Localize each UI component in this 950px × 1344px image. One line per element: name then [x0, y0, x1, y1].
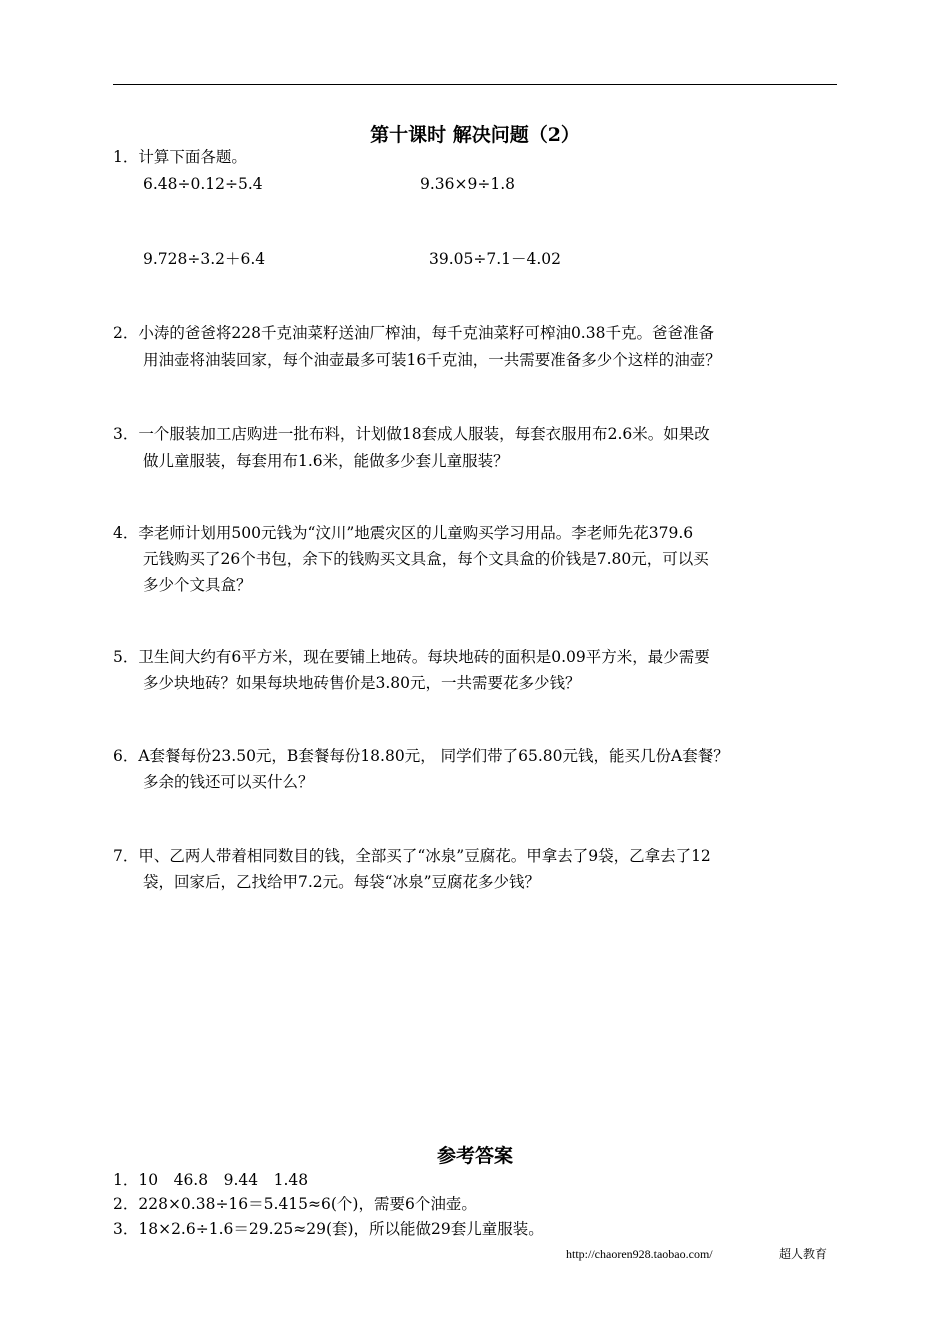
footer-url: http://chaoren928.taobao.com/: [566, 1247, 713, 1261]
q6-line-2: 多余的钱还可以买什么？: [143, 773, 314, 791]
q5-line-2: 多少块地砖？如果每块地砖售价是3.80元，一共需要花多少钱？: [143, 674, 581, 692]
q3-line-2: 做儿童服装，每套用布1.6米，能做多少套儿童服装？: [143, 452, 509, 470]
page-title: 第十课时 解决问题（2）: [370, 124, 580, 146]
answers-title: 参考答案: [436, 1145, 513, 1167]
answer-3: 3．18×2.6÷1.6＝29.25≈29(套)，所以能做29套儿童服装。: [113, 1220, 544, 1238]
footer-brand: 超人教育: [779, 1247, 828, 1261]
answer-2: 2．228×0.38÷16＝5.415≈6(个)，需要6个油壶。: [113, 1195, 477, 1213]
q3-line-1: 3．一个服装加工店购进一批布料，计划做18套成人服装，每套衣服用布2.6米。如果改: [113, 425, 710, 443]
q2-line-2: 用油壶将油装回家，每个油壶最多可装16千克油，一共需要准备多少个这样的油壶？: [143, 351, 721, 369]
q5-line-1: 5．卫生间大约有6平方米，现在要铺上地砖。每块地砖的面积是0.09平方米，最少需要: [113, 648, 710, 666]
q1-expr-2: 9.36×9÷1.8: [420, 175, 515, 193]
header-rule: [113, 84, 837, 85]
q1-expr-3: 9.728÷3.2＋6.4: [143, 250, 266, 268]
q4-line-3: 多少个文具盒？: [143, 576, 252, 594]
q7-line-1: 7．甲、乙两人带着相同数目的钱，全部买了“冰泉”豆腐花。甲拿去了9袋，乙拿去了12: [113, 847, 711, 865]
q1-label: 1．计算下面各题。: [113, 148, 247, 166]
q7-line-2: 袋，回家后，乙找给甲7.2元。每袋“冰泉”豆腐花多少钱？: [143, 873, 541, 891]
q1-expr-4: 39.05÷7.1－4.02: [429, 250, 562, 268]
answer-1: 1．10 46.8 9.44 1.48: [113, 1171, 309, 1189]
q6-line-1: 6．A套餐每份23.50元，B套餐每份18.80元， 同学们带了65.80元钱，能买几份A套餐？: [113, 747, 729, 765]
q4-line-2: 元钱购买了26个书包，余下的钱购买文具盒，每个文具盒的价钱是7.80元，可以买: [143, 550, 709, 568]
q2-line-1: 2．小涛的爸爸将228千克油菜籽送油厂榨油，每千克油菜籽可榨油0.38千克。爸爸准备: [113, 324, 714, 342]
q1-expr-1: 6.48÷0.12÷5.4: [143, 175, 263, 193]
q4-line-1: 4．李老师计划用500元钱为“汶川”地震灾区的儿童购买学习用品。李老师先花379.6: [113, 524, 694, 542]
